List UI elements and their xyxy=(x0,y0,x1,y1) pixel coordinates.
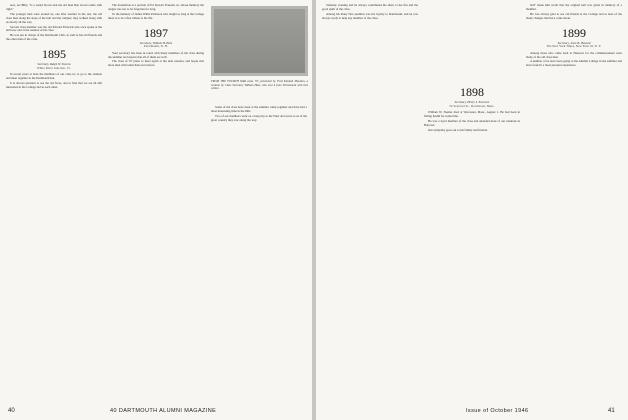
right-column-3 xyxy=(526,4,622,69)
class-year-heading: 1899 xyxy=(562,25,586,40)
paragraph: Among those who came back to Hanover for the commencement were many of the old class men. xyxy=(526,50,622,59)
class-secretary-address: White River Junction, Vt. xyxy=(37,66,71,70)
paragraph: Among his many fine qualities was his loyalty to Dartmouth, and he was always ready to help any member of the class. xyxy=(322,11,418,20)
paragraph: Saturday evening and he always contributed his share to the fun and the good spirit of the class. xyxy=(322,3,418,11)
column-text xyxy=(6,4,102,42)
page-footer: Issue of October 1946 xyxy=(466,408,529,414)
paragraph: To the memory of James Willis Patterson who taught so long at the College there is to be a fine tribute to his life. xyxy=(108,11,204,20)
left-page xyxy=(0,0,312,420)
column-text xyxy=(6,73,102,90)
paragraph: In recent years at least the members of our class try to go to the reunion and meet together in the Dartmouth Inn. xyxy=(6,72,102,81)
column-text xyxy=(424,111,520,133)
paragraph: He was a loyal member of the class and attended most of our reunions in Hanover. xyxy=(424,118,520,127)
class-secretary-address: 54 Seyward St., Dorchester, Mass. xyxy=(449,104,495,108)
page-footer: 40 DARTMOUTH ALUMNI MAGAZINE xyxy=(110,408,217,414)
class-secretary: Secretary, Henry S. Emerson xyxy=(454,100,490,104)
paragraph: Our sympathy goes out to his family and friends. xyxy=(428,127,488,132)
right-column-2 xyxy=(424,80,520,134)
paragraph: The class of '97 plans to meet again at the next reunion, and hopes that more men will return than ever before. xyxy=(108,59,204,68)
class-secretary: Secretary, Jesse B. Howard xyxy=(557,40,591,45)
left-column-1 xyxy=(6,4,102,91)
class-year-heading: 1898 xyxy=(460,85,484,99)
class-year-heading: 1895 xyxy=(42,47,66,62)
right-page xyxy=(316,0,628,420)
column-text xyxy=(526,4,622,21)
column-text xyxy=(322,4,418,21)
left-column-3 xyxy=(211,106,307,124)
paragraph: Some of the class have been at the summer camp together and have had a most interesting time in the hills. xyxy=(211,105,307,113)
paragraph: now, are Billy, "is a round brown seal the old man Ren Grove-castle with right." xyxy=(6,3,102,11)
class-photo xyxy=(211,6,308,76)
paragraph: He was put in charge of the Dartmouth Club, as well as his old friends and the other men of the class. xyxy=(6,33,102,42)
paragraph: The foundation is a portrait of Ed Stewart Presents us, whose memory the Angus was not to be forgotten for long. xyxy=(108,3,204,11)
right-column-1 xyxy=(322,4,418,22)
class-secretary: Secretary, William H. Ham xyxy=(139,40,173,45)
column-text xyxy=(108,4,204,21)
column-text xyxy=(108,52,204,69)
column-text xyxy=(211,106,307,123)
paragraph: Two of our members went on a long trip to the West and wrote to us of the great country they saw along the way. xyxy=(211,113,307,122)
page-number: 41 xyxy=(608,408,615,414)
paragraph: bell" made him recall that the original bell was given in memory of a member. xyxy=(526,3,622,11)
class-secretary-address: The New York Times, New York 18, N. Y. xyxy=(546,45,602,49)
class-secretary: Secretary, Ralph W. Stevens xyxy=(37,62,71,67)
paragraph: Second class member was the old Edward Fenwick who once spoke at the hall now and at the reunion of his class. xyxy=(6,24,102,33)
left-column-2 xyxy=(108,4,204,69)
class-secretary-address: Portsmouth, N. H. xyxy=(144,45,168,49)
page-number: 40 xyxy=(8,408,15,414)
class-year-heading: 1897 xyxy=(144,25,168,40)
paragraph: He was always glad to see old friends at the College and to hear of the many changes that have come about. xyxy=(526,11,622,20)
paragraph: It is always pleasant to see the old faces, and to find that we are all still interested in the College and in each other. xyxy=(6,80,102,89)
paragraph: William W. Nestler died at Worcester, Mass., August 1. He had been in failing health for some time. xyxy=(424,110,520,118)
paragraph: A number of us have been going to the Alumni College in the summer and have found it a most pleasant experience. xyxy=(526,59,622,68)
photo-caption: FROM THE FOURTH WAR came '97, presented by Fred Kimball Moulton, a cartoon by Class Secretary William Ham, who sent it from Portsmouth with best wishes. xyxy=(211,79,308,91)
paragraph: Your secretary has been in touch with many members of the class during the summer and reports that all of them are well. xyxy=(108,50,204,59)
paragraph: The younger men were around us, one after another in the rest, the old class men along the steps of the hall and the campus; they walked along with us slowly all the way. xyxy=(6,11,102,24)
column-text xyxy=(526,52,622,69)
